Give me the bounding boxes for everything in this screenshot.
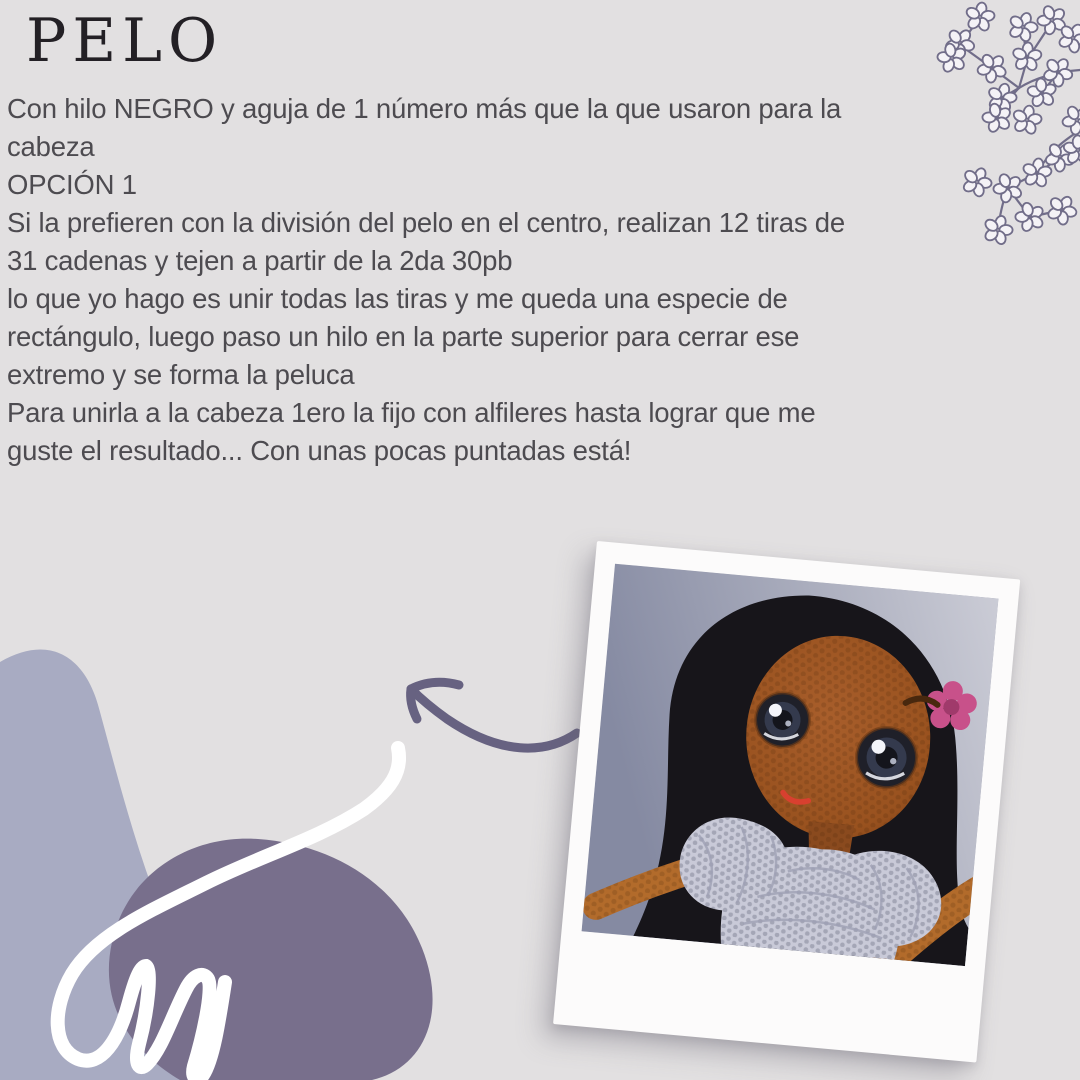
text-line: Para unirla a la cabeza 1ero la fijo con alfileres hasta lograr que me [7, 397, 816, 428]
text-line: guste el resultado... Con unas pocas puntadas está! [7, 435, 632, 466]
polaroid-photo [553, 541, 1020, 1063]
text-line: cabeza [7, 131, 95, 162]
page-title: PELO [26, 6, 224, 76]
text-line: lo que yo hago es unir todas las tiras y me queda una especie de [7, 283, 788, 314]
text-line: 31 cadenas y tejen a partir de la 2da 30pb [7, 245, 513, 276]
flower-blossoms [932, 0, 1080, 249]
text-line: rectángulo, luego paso un hilo en la parte superior para cerrar ese [7, 321, 800, 352]
crochet-doll-illustration [582, 564, 999, 966]
instructions-text [7, 90, 845, 470]
text-line: Con hilo NEGRO y aguja de 1 número más que la que usaron para la [7, 93, 842, 124]
text-line: OPCIÓN 1 [7, 169, 137, 200]
arrow-icon [385, 645, 610, 760]
flower-branch-decoration [915, 0, 1080, 262]
doll-photo [582, 564, 999, 966]
text-line: extremo y se forma la peluca [7, 359, 355, 390]
text-line: Si la prefieren con la división del pelo en el centro, realizan 12 tiras de [7, 207, 845, 238]
